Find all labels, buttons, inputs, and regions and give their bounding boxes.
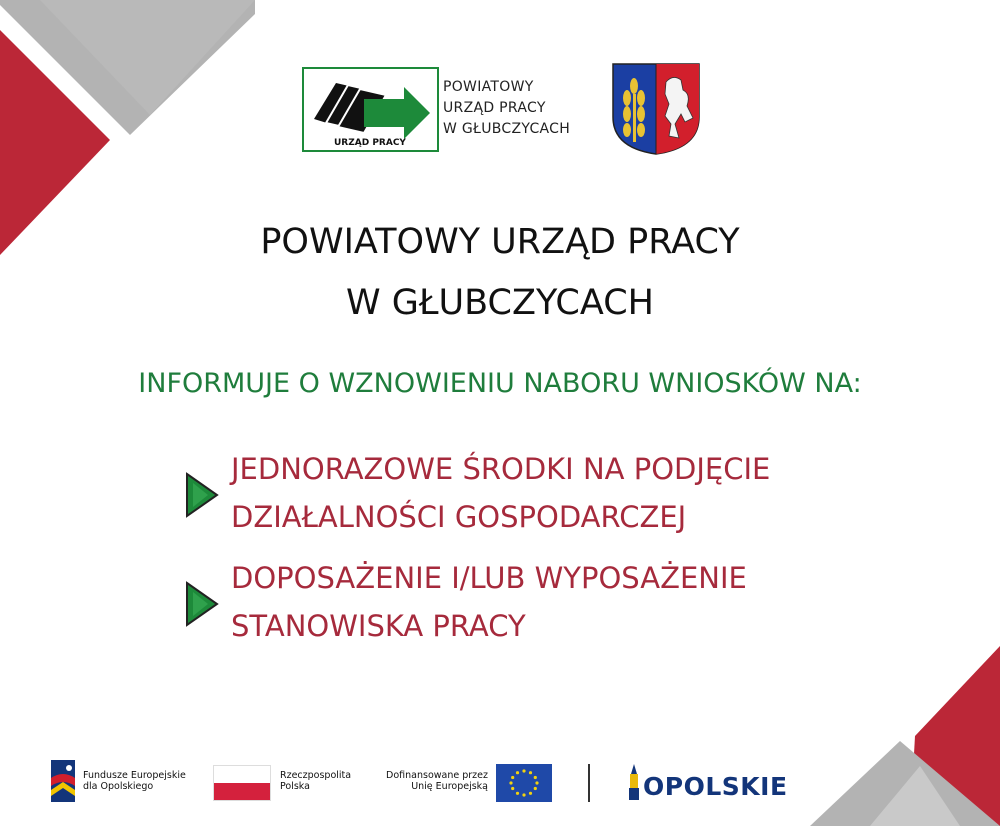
opolskie-region-logo: OPOLSKIE (643, 772, 788, 801)
list-item-line: DOPOSAŻENIE I/LUB WYPOSAŻENIE (231, 561, 747, 595)
page-title-line: W GŁUBCZYCACH (346, 283, 654, 323)
announcement-subtitle: INFORMUJE O WZNOWIENIU NABORU WNIOSKÓW NA: (138, 368, 862, 399)
corner-decoration-top-left (0, 0, 270, 260)
funds-label (83, 770, 186, 792)
logo-name (443, 77, 613, 140)
european-funds-icon (49, 756, 77, 806)
page-title-line: POWIATOWY URZĄD PRACY (260, 222, 740, 262)
play-arrow-icon (184, 580, 220, 628)
coat-of-arms-icon (611, 62, 701, 156)
eu-flag-icon (496, 764, 552, 802)
documents-arrow-icon (304, 69, 437, 150)
funds-label-line: Fundusze Europejskie (83, 770, 186, 781)
job-office-logo (302, 67, 439, 152)
opolskie-tower-icon (627, 764, 641, 802)
list-item-line: STANOWISKA PRACY (231, 609, 526, 643)
logo-name-line: W GŁUBCZYCACH (443, 121, 571, 137)
poland-label-line: Polska (280, 781, 310, 792)
poland-label (280, 770, 351, 792)
logo-name-line: POWIATOWY (443, 79, 534, 95)
footer-divider (588, 764, 590, 802)
eu-label (380, 770, 488, 792)
funds-label-line: dla Opolskiego (83, 781, 154, 792)
poland-flag-icon (213, 765, 271, 801)
list-item-line: JEDNORAZOWE ŚRODKI NA PODJĘCIE (231, 452, 771, 486)
list-item-line: DZIAŁALNOŚCI GOSPODARCZEJ (231, 500, 687, 534)
poland-label-line: Rzeczpospolita (280, 770, 352, 781)
logo-name-line: URZĄD PRACY (443, 100, 546, 116)
logo-badge-text: URZĄD PRACY (334, 138, 406, 148)
eu-label-line: Dofinansowane przez (386, 770, 488, 781)
corner-decoration-bottom-right (810, 646, 1000, 826)
eu-label-line: Unię Europejską (411, 781, 488, 792)
play-arrow-icon (184, 471, 220, 519)
